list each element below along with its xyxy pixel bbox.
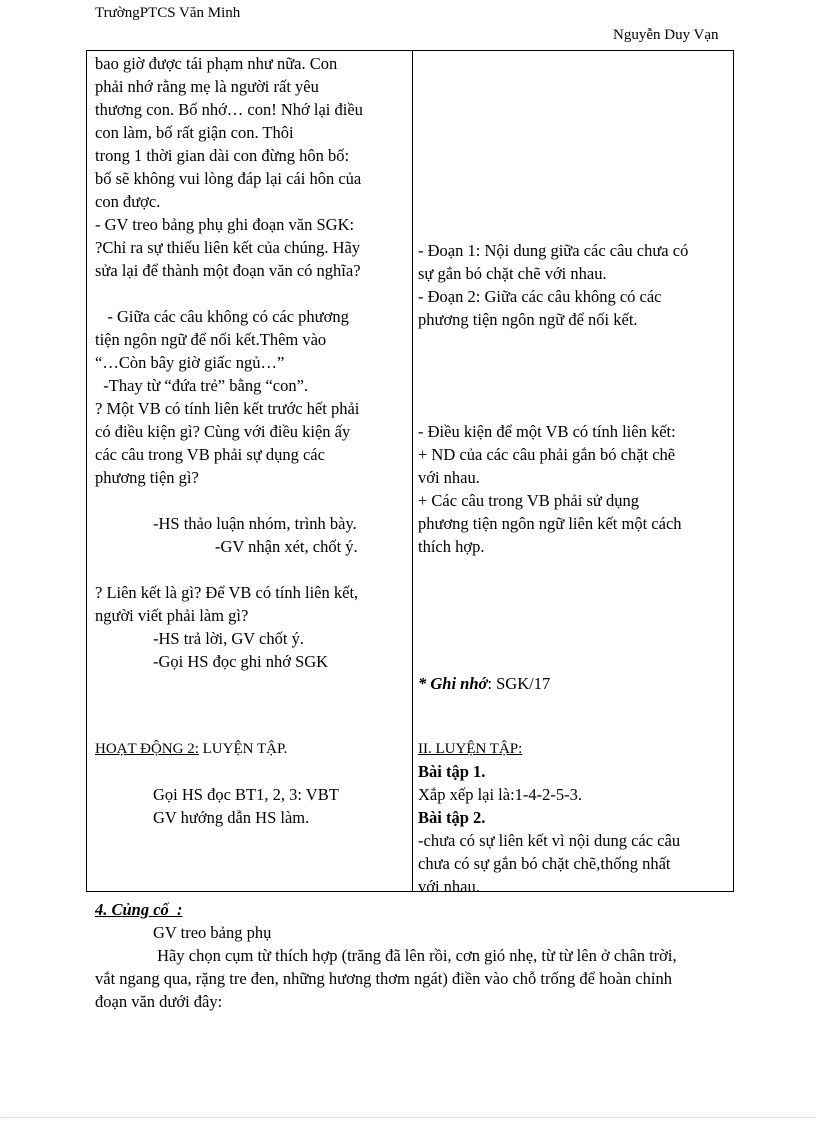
left-line: - Giữa các câu không có các phương	[95, 307, 349, 326]
left-line: có điều kiện gì? Cùng với điều kiện ấy	[95, 422, 351, 441]
left-line: con được.	[95, 192, 161, 211]
right-line: phương tiện ngôn ngữ liên kết một cách	[418, 514, 682, 533]
hs-discuss: -HS thảo luận nhóm, trình bày.	[153, 514, 357, 533]
left-line: bao giờ được tái phạm như nữa. Con	[95, 54, 338, 73]
page-bottom-border	[0, 1117, 816, 1118]
read-memo: -Gọi HS đọc ghi nhớ SGK	[153, 652, 329, 671]
left-line: người viết phải làm gì?	[95, 606, 249, 625]
right-line: với nhau.	[418, 877, 480, 896]
left-line: “…Còn bây giờ giấc ngủ…”	[95, 353, 285, 372]
memo-ref: : SGK/17	[487, 674, 551, 693]
header-school: TrườngPTCS Văn Minh	[95, 5, 241, 21]
header-teacher: Nguyễn Duy Vạn	[613, 27, 719, 43]
gv-guide: GV hướng dẫn HS làm.	[153, 808, 310, 827]
right-line: phương tiện ngôn ngữ để nối kết.	[418, 310, 638, 329]
right-line: thích hợp.	[418, 537, 485, 556]
section4-para-line: Hãy chọn cụm từ thích hợp (trăng đã lên rồi, cơn gió nhẹ, từ từ lên ở chân trời,	[153, 946, 677, 965]
left-line: trong 1 thời gian dài con đừng hôn bố:	[95, 146, 350, 165]
right-line: + Các câu trong VB phải sử dụng	[418, 491, 639, 510]
exercise1-title: Bài tập 1.	[418, 762, 486, 781]
right-line: sự gắn bó chặt chẽ với nhau.	[418, 264, 607, 283]
practice-title: II. LUYỆN TẬP:	[418, 741, 523, 757]
right-line: - Đoạn 1: Nội dung giữa các câu chưa có	[418, 241, 689, 260]
exercise2-title: Bài tập 2.	[418, 808, 486, 827]
call-hs: Gọi HS đọc BT1, 2, 3: VBT	[153, 785, 339, 804]
section4-para-line: vắt ngang qua, rặng tre đen, những hương thơm ngát) điền vào chỗ trống để hoàn chỉnh	[95, 969, 672, 988]
activity2-title: HOẠT ĐỘNG 2:	[95, 741, 199, 757]
right-line: với nhau.	[418, 468, 480, 487]
left-line: ? Liên kết là gì? Để VB có tính liên kết,	[95, 583, 359, 602]
hs-answer: -HS trả lời, GV chốt ý.	[153, 629, 304, 648]
memo-line	[418, 672, 550, 695]
right-line: chưa có sự gắn bó chặt chẽ,thống nhất	[418, 854, 671, 873]
right-line: - Đoạn 2: Giữa các câu không có các	[418, 287, 662, 306]
left-line: thương con. Bố nhớ… con! Nhớ lại điều	[95, 100, 363, 119]
left-line: phương tiện gì?	[95, 468, 199, 487]
left-line: ?Chỉ ra sự thiếu liên kết của chúng. Hãy	[95, 238, 361, 257]
section4-line1: GV treo bảng phụ	[153, 923, 272, 942]
section4-title: 4. Củng cố :	[95, 900, 183, 919]
activity2-rest: LUYỆN TẬP.	[198, 741, 288, 757]
column-divider	[412, 51, 413, 891]
section4-para-line: đoạn văn dưới đây:	[95, 992, 223, 1011]
left-line: con làm, bố rất giận con. Thôi	[95, 123, 294, 142]
left-line: -Thay từ “đứa trẻ” bằng “con”.	[95, 376, 309, 395]
activity2-heading	[95, 738, 287, 761]
left-line: tiện ngôn ngữ để nối kết.Thêm vào	[95, 330, 327, 349]
right-line: -chưa có sự liên kết vì nội dung các câu	[418, 831, 681, 850]
memo-label: * Ghi nhớ	[418, 674, 488, 693]
gv-comment: -GV nhận xét, chốt ý.	[215, 537, 358, 556]
right-line: - Điều kiện để một VB có tính liên kết:	[418, 422, 676, 441]
left-line: sửa lại để thành một đoạn văn có nghĩa?	[95, 261, 361, 280]
left-line: ? Một VB có tính liên kết trước hết phải	[95, 399, 360, 418]
right-line: + ND của các câu phải gắn bó chặt chẽ	[418, 445, 676, 464]
left-line: - GV treo bảng phụ ghi đoạn văn SGK:	[95, 215, 355, 234]
left-line: bố sẽ không vui lòng đáp lại cái hôn của	[95, 169, 362, 188]
left-line: phải nhớ rằng mẹ là người rất yêu	[95, 77, 319, 96]
exercise1-text: Xắp xếp lại là:1-4-2-5-3.	[418, 785, 583, 804]
left-line: các câu trong VB phải sự dụng các	[95, 445, 325, 464]
